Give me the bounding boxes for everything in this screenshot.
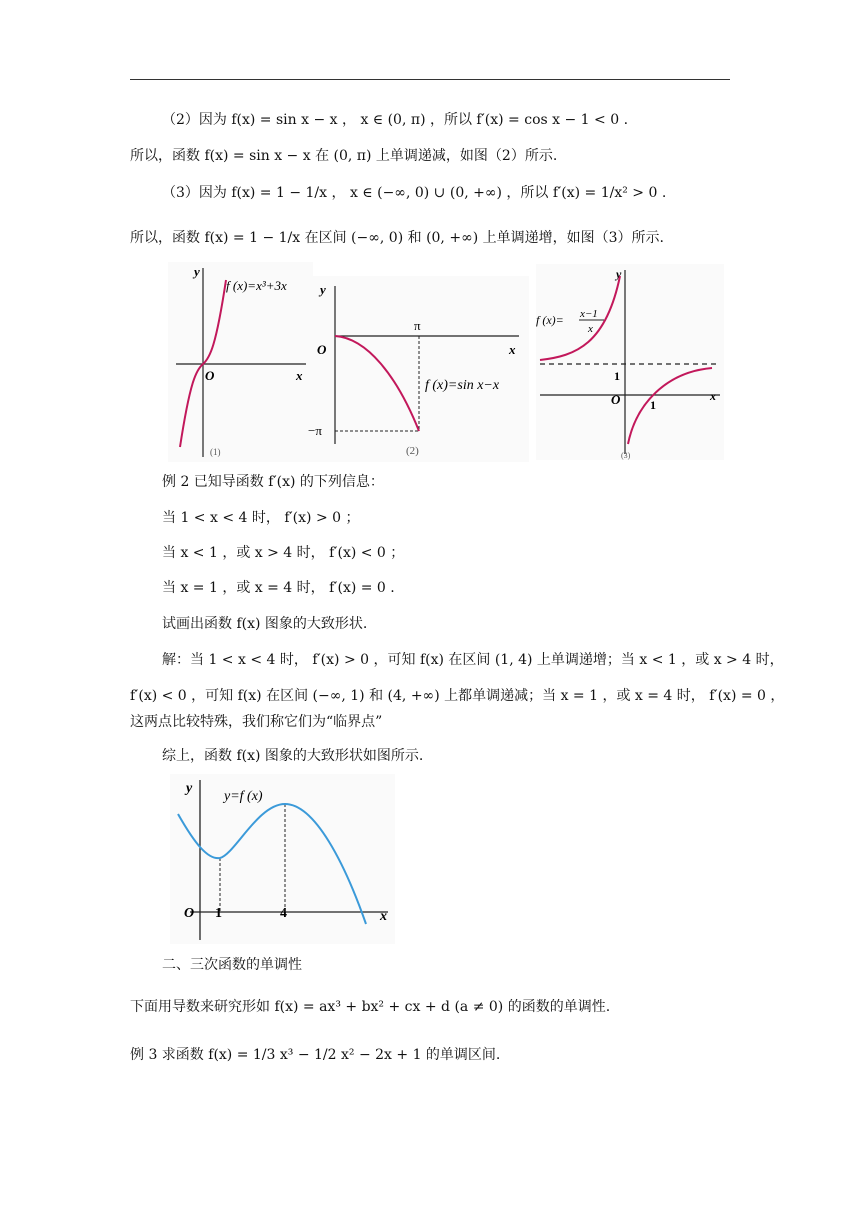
figure-2	[307, 276, 529, 462]
fig2-neg-pi-label: −π	[308, 423, 322, 438]
text-line-11: f′(x) < 0 ，可知 f(x) 在区间 (−∞, 1) 和 (4, +∞) 上都单调递减；当 x = 1 ，或 x = 4 时， f′(x) = 0 ，	[130, 688, 785, 704]
text-line-5: 例 2 已知导函数 f′(x) 的下列信息：	[162, 474, 384, 490]
text-line-8: 当 x = 1 ，或 x = 4 时， f′(x) = 0 .	[162, 580, 395, 596]
text-line-2: 所以，函数 f(x) = sin x − x 在 (0, π) 上单调递减，如图（2）所示.	[130, 148, 558, 164]
text-line-15: 下面用导数来研究形如 f(x) = ax³ + bx² + cx + d (a ≠ 0) 的函数的单调性.	[130, 999, 611, 1015]
fig4-curve	[178, 804, 366, 924]
header-rule	[130, 79, 730, 80]
figure-3	[536, 264, 724, 460]
fig4-formula: y=f (x)	[224, 789, 263, 804]
fig3-origin: O	[611, 392, 621, 407]
fig3-caption: (3)	[621, 451, 631, 460]
fig3-y-label: y	[616, 267, 622, 281]
fig3-curve-right	[628, 368, 712, 444]
text-line-3: （3）因为 f(x) = 1 − 1/x ， x ∈ (−∞, 0) ∪ (0, +∞) ，所以 f′(x) = 1/x² > 0 .	[162, 185, 667, 201]
figure-4	[170, 774, 395, 944]
figure-1	[168, 262, 313, 462]
fig2-pi-label: π	[414, 318, 421, 333]
fig4-origin: O	[184, 906, 195, 921]
fig3-x-label: x	[710, 389, 716, 403]
text-line-16: 例 3 求函数 f(x) = 1/3 x³ − 1/2 x² − 2x + 1 的单调区间.	[130, 1047, 501, 1063]
text-line-1: （2）因为 f(x) = sin x − x ， x ∈ (0, π) ，所以 f′(x) = cos x − 1 < 0 .	[162, 112, 629, 128]
fig1-x-label: x	[296, 368, 303, 383]
fig2-origin: O	[317, 342, 327, 357]
fig2-curve	[335, 336, 419, 431]
fig3-one-x: 1	[650, 398, 656, 412]
fig2-y-label: y	[320, 282, 326, 297]
text-line-10: 解：当 1 < x < 4 时， f′(x) > 0 ，可知 f(x) 在区间 (1, 4) 上单调递增；当 x < 1 ，或 x > 4 时，	[162, 652, 784, 668]
fig1-origin: O	[205, 368, 215, 383]
fig2-x-label: x	[509, 342, 516, 357]
fig4-y-label: y	[186, 781, 193, 796]
fig3-one-y: 1	[614, 369, 620, 383]
fig4-tick-4: 4	[280, 906, 287, 921]
text-line-6: 当 1 < x < 4 时， f′(x) > 0 ；	[162, 510, 360, 526]
fig1-formula: f (x)=x³+3x	[226, 278, 287, 293]
fig4-x-label: x	[380, 909, 387, 924]
fig3-formula-num: x−1	[580, 308, 598, 320]
fig1-y-label: y	[194, 264, 200, 279]
fig3-formula-lhs: f (x)=	[536, 313, 564, 327]
fig2-caption: (2)	[406, 445, 419, 457]
fig2-formula: f (x)=sin x−x	[425, 378, 500, 393]
fig3-formula-den: x	[588, 323, 593, 335]
text-line-4: 所以，函数 f(x) = 1 − 1/x 在区间 (−∞, 0) 和 (0, +∞) 上单调递增，如图（3）所示.	[130, 230, 664, 246]
text-line-13: 综上，函数 f(x) 图象的大致形状如图所示.	[162, 748, 424, 764]
fig4-tick-1: 1	[215, 906, 222, 921]
text-line-9: 试画出函数 f(x) 图象的大致形状.	[162, 616, 368, 632]
section-heading: 二、三次函数的单调性	[162, 957, 302, 973]
text-line-7: 当 x < 1 ，或 x > 4 时， f′(x) < 0 ；	[162, 545, 405, 561]
fig1-caption: (1)	[210, 447, 221, 457]
text-line-12: 这两点比较特殊，我们称它们为“临界点”	[130, 714, 383, 730]
